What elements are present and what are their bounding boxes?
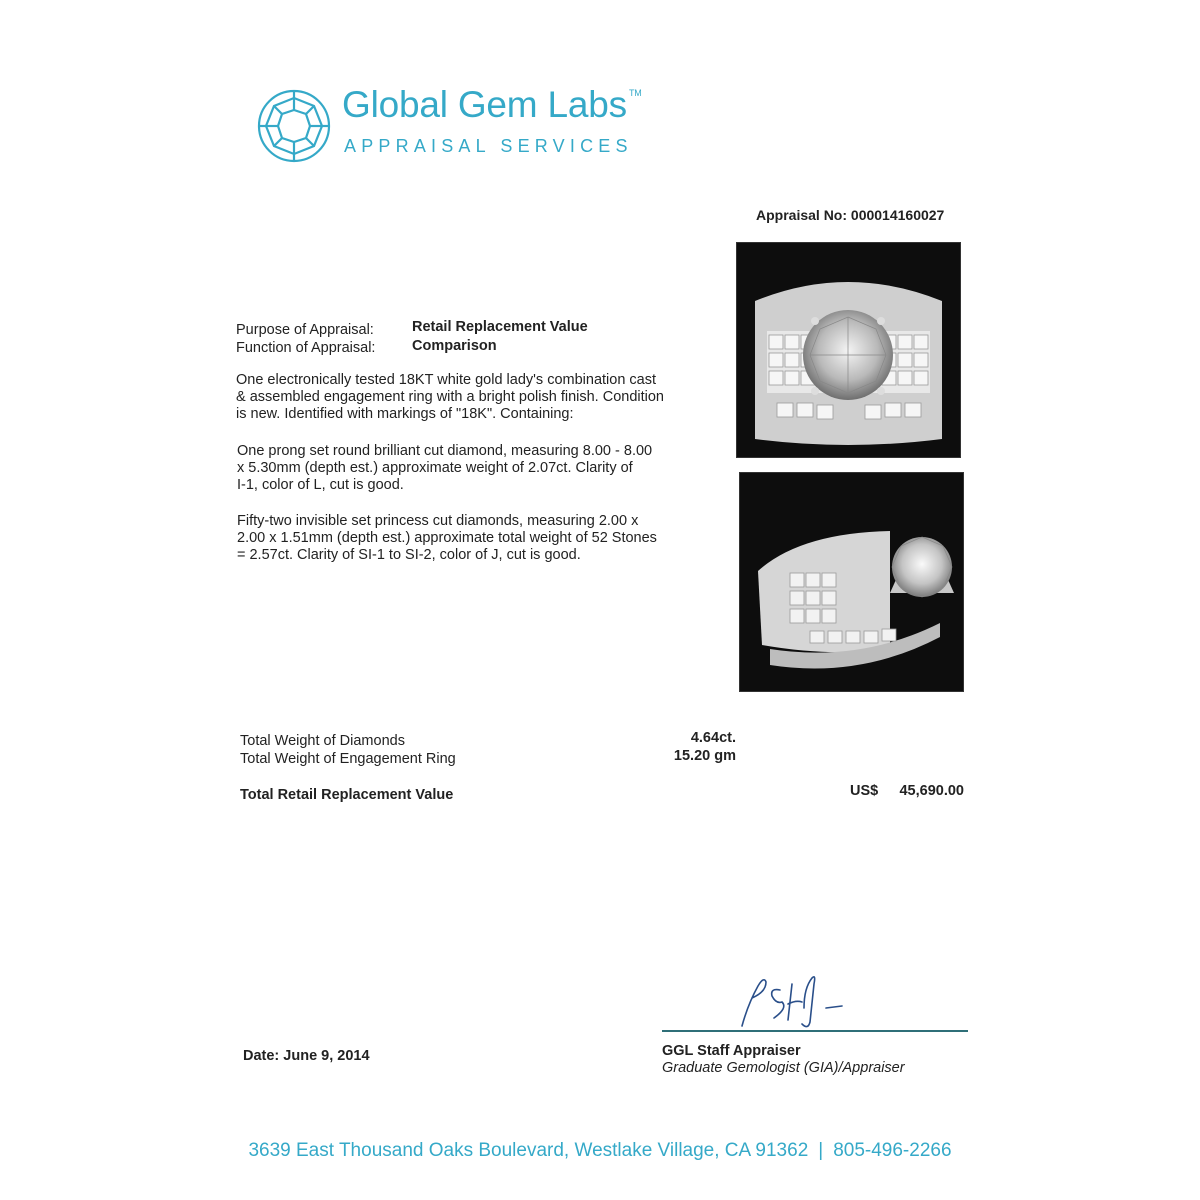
total-diamonds-value: 4.64ct. <box>690 730 736 746</box>
total-ring-weight-label: Total Weight of Engagement Ring <box>240 751 456 767</box>
center-diamond-description <box>237 443 687 494</box>
total-diamonds-label: Total Weight of Diamonds <box>240 733 405 749</box>
ring-description <box>236 372 686 423</box>
brand-name <box>342 84 642 126</box>
appraisal-number: Appraisal No: 000014160027 <box>756 207 945 223</box>
signature-line <box>662 1030 968 1032</box>
appraiser-name: GGL Staff Appraiser <box>662 1043 801 1059</box>
description-line: 2.00 x 1.51mm (depth est.) approximate total weight of 52 Stones <box>237 530 657 546</box>
footer-contact <box>0 1140 1200 1162</box>
brand-subtitle: APPRAISAL SERVICES <box>344 136 633 156</box>
gem-logo-icon <box>256 88 332 164</box>
brand-text: Global Gem Labs <box>342 84 627 125</box>
description-line: I-1, color of L, cut is good. <box>237 477 404 493</box>
appraiser-title: Graduate Gemologist (GIA)/Appraiser <box>662 1060 905 1076</box>
trademark: TM <box>628 88 642 98</box>
appraisal-date: Date: June 9, 2014 <box>243 1048 370 1064</box>
total-ring-weight-value: 15.20 gm <box>673 748 736 764</box>
function-label: Function of Appraisal: <box>236 340 376 356</box>
description-line: One prong set round brilliant cut diamond, measuring 8.00 - 8.00 <box>237 443 653 459</box>
ring-photo-front <box>736 242 961 458</box>
side-diamonds-description <box>237 513 687 564</box>
total-retail-value: 45,690.00 <box>899 783 964 799</box>
description-line: & assembled engagement ring with a bright polish finish. Condition <box>236 389 664 405</box>
purpose-label: Purpose of Appraisal: <box>236 322 374 338</box>
footer-address: 3639 East Thousand Oaks Boulevard, Westlake Village, CA 91362 <box>248 1140 809 1161</box>
description-line: Fifty-two invisible set princess cut diamonds, measuring 2.00 x <box>237 513 639 529</box>
description-line: x 5.30mm (depth est.) approximate weight of 2.07ct. Clarity of <box>237 460 633 476</box>
footer-phone: 805-496-2266 <box>833 1140 952 1161</box>
appraiser-signature <box>730 964 850 1030</box>
total-retail-label: Total Retail Replacement Value <box>240 787 454 803</box>
description-line: = 2.57ct. Clarity of SI-1 to SI-2, color of J, cut is good. <box>237 547 581 563</box>
purpose-value: Retail Replacement Value <box>412 319 588 335</box>
footer-separator: | <box>818 1140 824 1161</box>
description-line: One electronically tested 18KT white gold lady's combination cast <box>236 372 657 388</box>
ring-photo-side <box>739 472 964 692</box>
currency-label: US$ <box>850 783 879 799</box>
description-line: is new. Identified with markings of "18K". Containing: <box>236 406 574 422</box>
function-value: Comparison <box>412 338 497 354</box>
